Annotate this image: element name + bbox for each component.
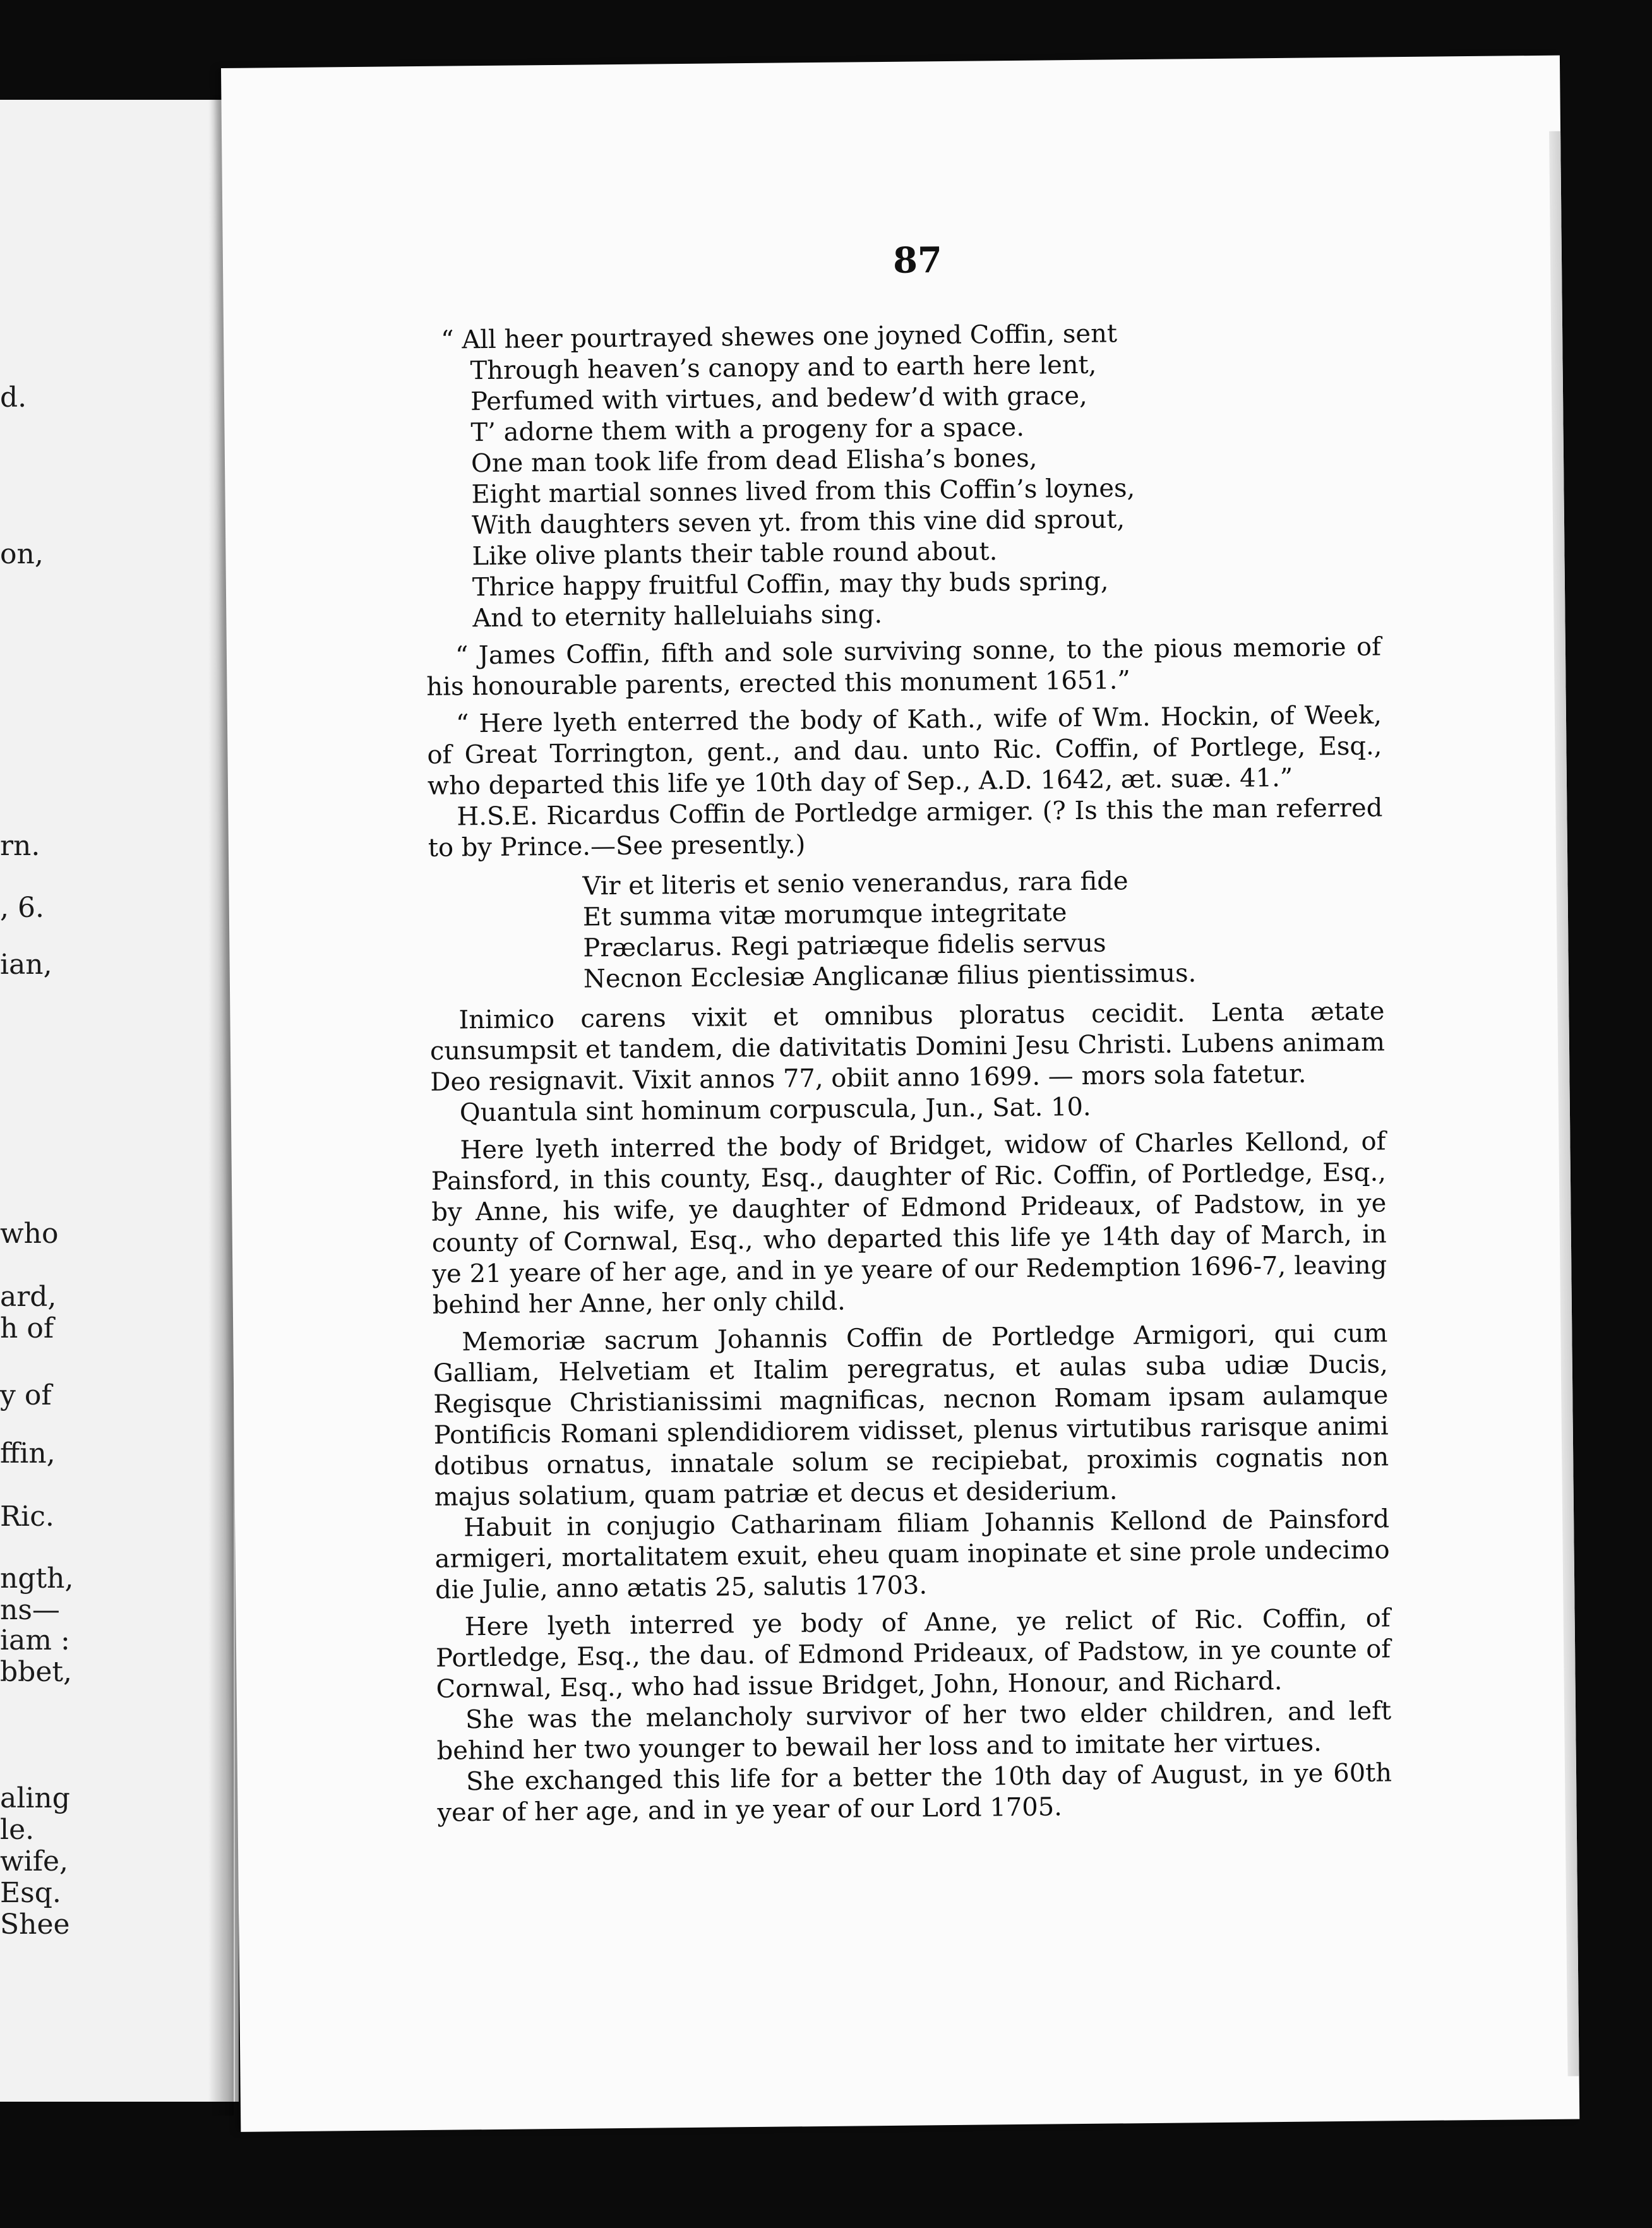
- verse-line: Et summa vitæ morumque integritate: [582, 898, 1067, 932]
- facing-page-fragment: h of: [0, 1312, 54, 1345]
- main-page: [221, 56, 1579, 2132]
- verse-line: Præclarus. Regi patriæque fidelis servus: [583, 928, 1106, 963]
- facing-page-fragment: bbet,: [0, 1656, 73, 1688]
- paragraph-kath-hockin: “ Here lyeth enterred the body of Kath., wife of Wm. Hockin, of Week, of Great Torrington, gent., and dau. unto Ric. Coffin, of Portlege, Esq., who departed this life ye 10th day of Sep., A.D. 1642, æt. suæ. 41.”: [427, 700, 1382, 801]
- paragraph-quantula: Quantula sint hominum corpuscula, Jun., Sat. 10.: [459, 1092, 1091, 1128]
- paragraph-inimico: Inimico carens vixit et omnibus ploratus cecidit. Lenta ætate cunsumpsit et tandem, die dativitatis Domini Jesu Christi. Lubens animam Deo resignavit. Vixit annos 77, obiit anno 1699. — mors sola fatetur.: [429, 997, 1386, 1097]
- poem-line: And to eternity halleluiahs sing.: [472, 599, 883, 633]
- facing-page-fragment: wife,: [0, 1845, 69, 1878]
- facing-page-fragment: who: [0, 1218, 59, 1250]
- poem-line: With daughters seven yt. from this vine did sprout,: [471, 505, 1125, 541]
- facing-page-fragment: ffin,: [0, 1437, 56, 1470]
- poem-line: Perfumed with virtues, and bedew’d with grace,: [470, 381, 1087, 417]
- facing-page-fragment: le.: [0, 1814, 35, 1846]
- facing-page: [0, 100, 239, 2102]
- poem-line: “ All heer pourtrayed shewes one joyned Coffin, sent: [440, 319, 1118, 355]
- facing-page-fragment: ard,: [0, 1281, 57, 1313]
- poem-line: One man took life from dead Elisha’s bones,: [470, 443, 1038, 479]
- paragraph-bridget: Here lyeth interred the body of Bridget, widow of Charles Kellond, of Painsford, in this county, Esq., daughter of Ric. Coffin, of Portledge, Esq., by Anne, his wife, ye daughter of Edmond Prideaux, of Padstow, in ye county of Cornwal, Esq., who departed this life ye 14th day of March, in ye 21 yeare of her age, and in ye yeare of our Redemption 1696-7, leaving behind her Anne, her only child.: [431, 1127, 1387, 1320]
- facing-page-fragment: on,: [0, 538, 44, 570]
- poem-line: Thrice happy fruitful Coffin, may thy buds spring,: [472, 566, 1109, 602]
- latin-verse: [582, 863, 1384, 995]
- paragraph-anne: Here lyeth interred ye body of Anne, ye relict of Ric. Coffin, of Portledge, Esq., the dau. of Edmond Prideaux, of Padstow, in ye counte of Cornwal, Esq., who had issue Bridget, John, Honour, and Richard.: [435, 1603, 1391, 1704]
- paragraph-exchanged: She exchanged this life for a better the 10th day of August, in ye 60th year of her age, and in ye year of our Lord 1705.: [437, 1758, 1392, 1828]
- paragraph-melancholy: She was the melancholy survivor of her two elder children, and left behind her two younger to bewail her loss and to imitate her virtues.: [436, 1696, 1392, 1766]
- facing-page-fragment: y of: [0, 1379, 52, 1411]
- facing-page-fragment: rn.: [0, 830, 40, 862]
- facing-page-fragment: aling: [0, 1782, 70, 1814]
- page-body: [423, 316, 1392, 1828]
- facing-page-fragment: ian,: [0, 949, 52, 981]
- facing-page-fragment: ngth,: [0, 1562, 74, 1595]
- paragraph-habuit: Habuit in conjugio Catharinam filiam Johannis Kellond de Painsford armigeri, mortalitatem exuit, eheu quam inopinate et sine prole undecimo die Julie, anno ætatis 25, salutis 1703.: [434, 1504, 1390, 1605]
- poem-line: Like olive plants their table round about.: [472, 537, 998, 572]
- facing-page-fragment: ns—: [0, 1594, 60, 1626]
- poem-line: Through heaven’s canopy and to earth here lent,: [470, 350, 1097, 386]
- page-edge: [1549, 131, 1579, 2076]
- facing-page-fragment: Shee: [0, 1908, 70, 1941]
- paragraph-james-coffin: “ James Coffin, fifth and sole surviving sonne, to the pious memorie of his honourable parents, erected this monument 1651.”: [426, 632, 1382, 702]
- poem-line: T’ adorne them with a progeny for a space.: [470, 412, 1025, 448]
- page-number: 87: [892, 239, 943, 282]
- facing-page-fragment: Esq.: [0, 1877, 61, 1909]
- verse-line: Necnon Ecclesiæ Anglicanæ filius pientissimus.: [583, 959, 1197, 994]
- verse-line: Vir et literis et senio venerandus, rara fide: [582, 866, 1128, 901]
- epitaph-poem: [440, 316, 1381, 634]
- paragraph-memoriae: Memoriæ sacrum Johannis Coffin de Portledge Armigori, qui cum Galliam, Helvetiam et Italim peregratus, et aulas suba udiæ Ducis, Regisque Christianissimi magnificas, necnon Romam ipsam aulamque Pontificis Romani splendidiorem vidisset, plenus virtutibus rarisque animi dotibus ornatus, innatale solum se recipiebat, proximis cognatis non majus solatium, quam patriæ et decus et desiderium.: [433, 1319, 1389, 1512]
- facing-page-fragment: d.: [0, 381, 27, 414]
- facing-page-fragment: Ric.: [0, 1500, 54, 1533]
- facing-page-fragment: , 6.: [0, 892, 44, 924]
- facing-page-fragment: iam :: [0, 1624, 70, 1656]
- paragraph-hse-ricardus: H.S.E. Ricardus Coffin de Portledge armiger. (? Is this the man referred to by Prince.—See presently.): [428, 793, 1383, 863]
- poem-line: Eight martial sonnes lived from this Coffin’s loynes,: [471, 474, 1135, 510]
